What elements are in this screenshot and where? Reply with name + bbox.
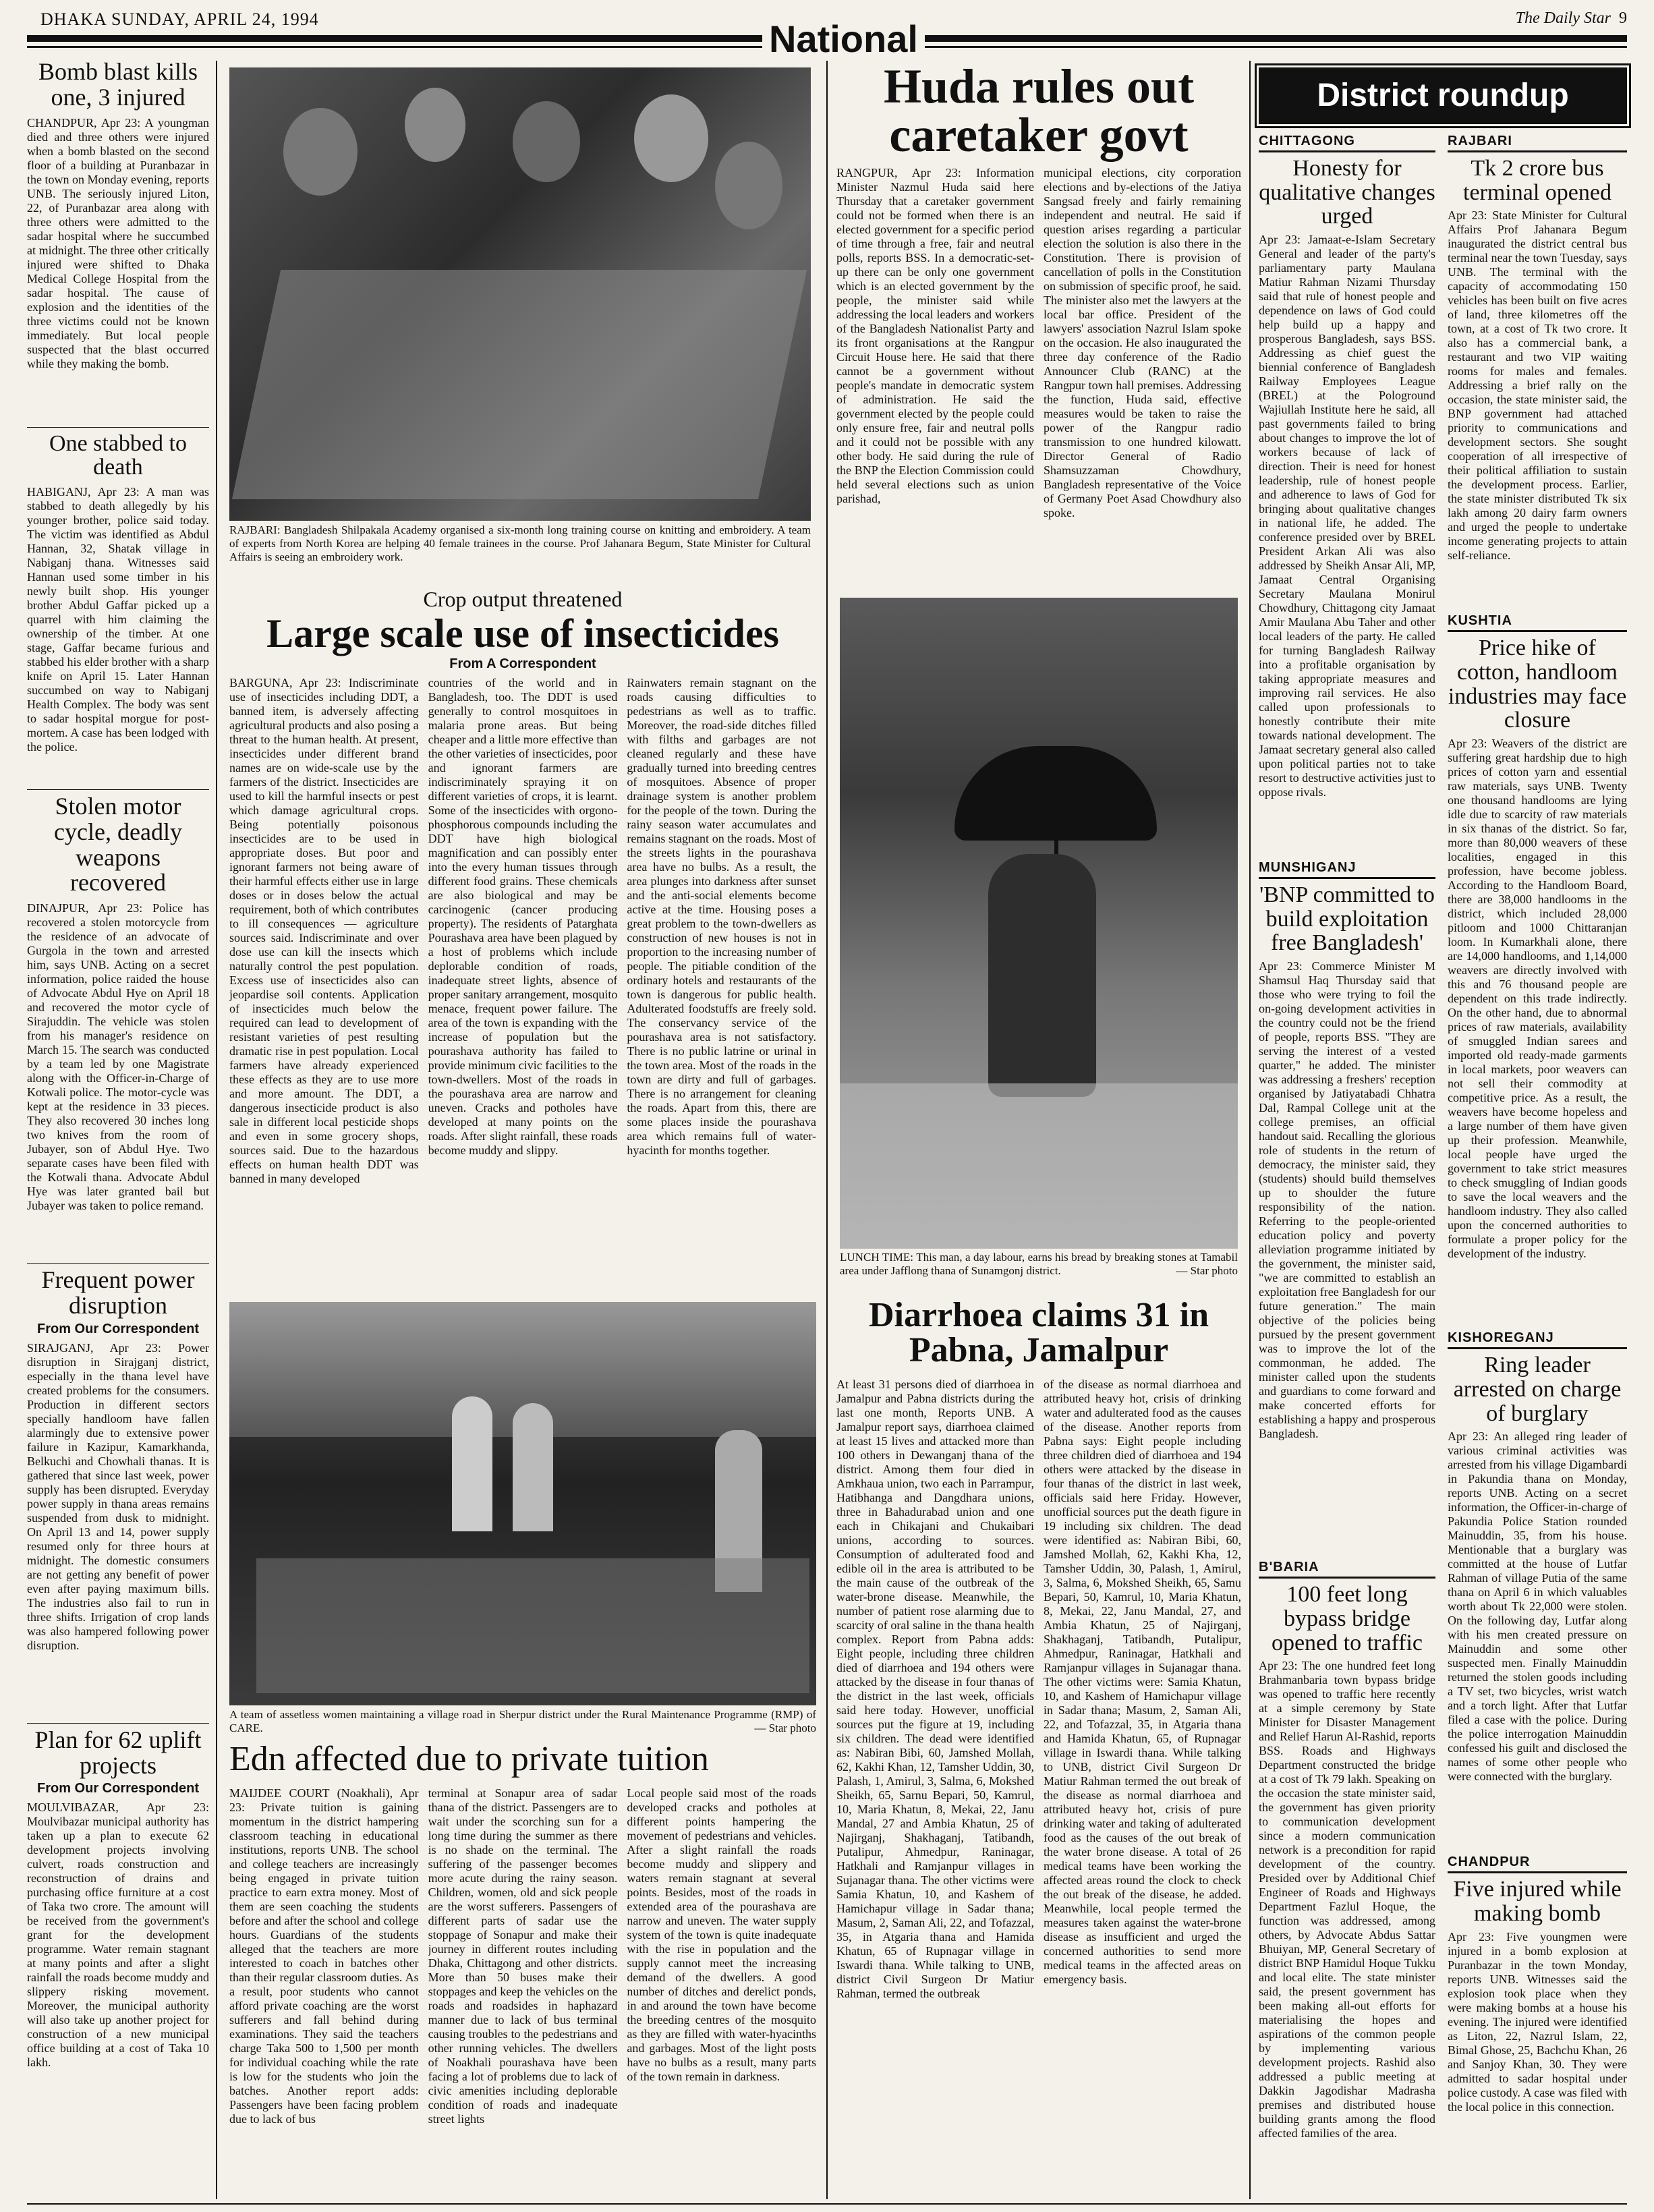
column-rule (216, 61, 217, 2199)
ctg-body: Apr 23: Jamaat-e-Islam Secretary General and leader of the party's parliamentary party Maulana Matiur Rahman Nizami Thursday said that rule of honest people and dependence on laws of God could help build up a happy and prosperous Bangladesh, says BSS. Addressing as chief guest the biennial conference of Bangladesh Railway Employees League (BREL) at the Pologround Wajiullah Institute here he said, all past governments failed to bring about changes to improve the lot of workers because of lack of direction. Their is need for honest leadership, rule of honest people and adherence to laws of God for bringing about qualitative changes in national life, he added. The conference presided over by BREL President Arkan Ali was also addressed by Sheikh Ansar Ali, MP, Jamaat Central Organising Secretary Maulana Monirul Chowdhury, Chittagong city Jamaat Amir Maulana Abu Taher and other local leaders of the party. He called for turning Bangladesh Railway into a profitable organisation by taking appropriate measures and improving rail services. He also called upon professionals to honestly contribute their mite towards national development. The Jamaat secretary general also called upon political parties not to take resort to destructive activities just to oppose rivals. (1259, 233, 1435, 799)
photo2-caption-text: A team of assetless women maintaining a village road in Sherpur district under the Rural Maintenance Programme (RMP) of CARE. (229, 1708, 816, 1734)
huda-col1: RANGPUR, Apr 23: Information Minister Nazmul Huda said here Thursday that a caretaker government could not be formed when there is an elected government for a specific period of time through a free, fair and neutral polls, reports BSS. In a democratic-set-up there can be only one government which is an elected government by the people, the minister said while addressing the local leaders and workers of the Bangladesh Nationalist Party and its front organisations at the Rangpur Circuit House here. He said that there cannot be a government without people's mandate in democratic system of administration. He said the government elected by the people could only ensure free, fair and neutral polls and it could not be possible with any other body. He said during the rule of the BNP the Election Commission could held several elections such as union parishad, (836, 166, 1034, 505)
photo2-caption (229, 1708, 816, 1738)
photo1-caption: RAJBARI: Bangladesh Shilpakala Academy organised a six-month long training course on knitting and embroidery. A team of experts from North Korea are helping 40 female trainees in the course. Prof Jahanara Begum, State Minister for Cultural Affairs is seeing an embroidery work. (229, 523, 811, 563)
power-byline: From Our Correspondent (36, 1321, 199, 1336)
edn-col1: MAIJDEE COURT (Noakhali), Apr 23: Private tuition is gaining momentum in the district hampering classroom teaching in educational institutions, reports UNB. The school and college teachers are increasingly being engaged in private tuition practice to earn extra money. Most of them are seen coaching the students before and after the school and college hours. Guardians of the students alleged that the teachers are more interested to coach in batches other than their regular classroom duties. As a result, poor students who cannot afford private coaching are the worst sufferers and fall behind during examinations. They said the teachers charge Taka 500 to 1,500 per month for individual coaching while the rate is low for the students who join the batches. Another report adds: Passengers have been facing problem due to lack of bus (229, 1786, 419, 2126)
kishoreganj-body: Apr 23: An alleged ring leader of various criminal activities was arrested from his village Digambardi in Pakundia thana on Monday, reports UNB. Acting on a secret information, the Officer-in-charge of Pakundia Police Station rounded Mainuddin, 35, from his house. Mentionable that a burglary was committed at the house of Lutfar Rahman of village Putia of the same thana on April 6 in which valuables worth about Tk 22,000 were stolen. On the following day, Lutfar along with his men created pressure on Mainuddin and some other suspected men. Finally Mainuddin returned the stolen goods including a TV set, two bicycles, wrist watch and a torch light. After that Lutfar filed a case with the police. During the police interrogation Mainuddin confessed his guilt and disclosed the names of some other people who were connected with the burglary. (1448, 1429, 1627, 1784)
crop-col2: countries of the world and in Bangladesh, too. The DDT is used generally to control mosquitoes in malaria prone areas. But being cheaper and a little more effective than the other varieties of insecticides, poor and ignorant farmers are indiscriminately spraying it on different varieties of crops, it is learnt. Some of the insecticides with orgono-phosphorous compounds including the DDT have high biological magnification and can possibly enter into the every human tissues through different food grains. These chemicals are also biological and may be carcinogenic (cancer producing property). The residents of Patarghata Pourashava area have been plagued by a host of problems which include deplorable condition of roads, inadequate street lights, absence of proper sanitary arrangement, mosquito menace, frequent power failure. The area of the town is expanding with the increase of population but the pourashava authority has failed to provide minimum civic facilities to the town-dwellers. Most of the roads in the pourashava area are narrow and uneven. Cracks and potholes have developed at many points on the roads. After slight rainfall, these roads become muddy and slippy. (428, 676, 618, 1157)
edn-headline: Edn affected due to private tuition (229, 1742, 709, 1778)
diarrhoea-story (836, 1298, 1241, 2202)
plan-headline: Plan for 62 uplift projects (34, 1726, 202, 1779)
plan-body: MOULVIBAZAR, Apr 23: Moulvibazar municipal authority has taken up a plan to execute 62 development projects involving culvert, roads construction and reconstruction of drains and purchasing office furniture at a cost of Taka two crore. The amount will be received from the government's grant for the development programme. Water remain stagnant at many points and after a slight rainfall the roads become muddy and slippery risking movement. Moreover, the municipal authority will also take up another project for construction of a new municipal office building at a cost of Taka 10 lakh. (27, 1800, 209, 2070)
tag-chittagong: CHITTAGONG (1259, 134, 1435, 152)
photo2-credit: — Star photo (754, 1722, 816, 1734)
stabbed-body: HABIGANJ, Apr 23: A man was stabbed to death allegedly by his younger brother, police said today. The victim was identified as Abdul Hannan, 32, Shatak village in Nabiganj thana. Witnesses said Hannan used some timber in his newly built shop. His younger brother Abdul Gaffar picked up a quarrel with him claiming the ownership of the timber. At one stage, Gaffar became furious and stabbed his elder brother with a sharp knife on April 15. Later Hannan succumbed on way to Nabiganj Health Complex. The body was sent to sadar hospital morgue for post-mortem. A case has been lodged with the police. (27, 484, 209, 754)
kishoreganj-headline: Ring leader arrested on charge of burglary (1453, 1353, 1622, 1426)
photo3-caption-text: LUNCH TIME: This man, a day labour, earns his bread by breaking stones at Tamabil area under Jafflong thana of Sunamgonj district. (840, 1251, 1238, 1277)
munshiganj-headline: 'BNP committed to build exploitation free Bangladesh' (1259, 882, 1435, 956)
masthead (0, 0, 1654, 62)
huda-col2: municipal elections, city corporation elections and by-elections of the Jatiya Sangsad freely and fairly remaining independent and neutral. He said if question arises regarding a particular election the solution is also there in the Constitution. There is provision of cancellation of polls in the Constitution on submission of specific proof, he said. The minister also met the lawyers at the local bar office. President of the lawyers' association Nazrul Islam spoke on the occasion. He also inaugurated the three day conference of the Radio Announcer Club (RANC) at the Rangpur town hall premises. Addressing the function, Huda said, effective measures would be taken to raise the power of the Rangpur radio transmission to one hundred kilowatt. Director General of Radio Shamsuzzaman Chowdhury, Bangladesh representative of the Voice of Germany Poet Asad Chowdhury also spoke. (1044, 166, 1241, 519)
photo3-credit: — Star photo (1176, 1264, 1238, 1277)
photo-women-road-maintenance (229, 1302, 816, 1705)
masthead-thin-rule-right (917, 46, 1627, 48)
divider (27, 1723, 209, 1724)
diarrhoea-col1: At least 31 persons died of diarrhoea in Jamalpur and Pabna districts during the last one month, Reports UNB. A Jamalpur report says, diarrhoea claimed at least 15 lives and attacked more than 100 others in Dewanganj thana of the district. Among them four died in Amkhaua union, two each in Parrampur, Hatibhanga and Dangdhara unions, three in Bahadurabad union and one each in Chikajani and Chukaibari unions, according to sources. Consumption of adulterated food and edible oil in the area is attributed to be the main cause of the outbreak of the water-brone disease. Meanwhile, the number of patient rose alarming due to scarcity of oral saline in the thana health complex. Report from Pabna adds: Eight people, including three children died of diarrhoea and 194 others were attacked by the disease in four thanas of the district in the last week, officials said here today. However, unofficial sources put the figure at 19, including six children. The dead were identified as: Nabiran Bibi, 60, Jamshed Mollah, 62, Kakhi Khan, 12, Tamsher Uddin, 30, Palash, 1, Amirul, 3, Salma, 6, Mokshed Sheikh, 65, Sarnu Bepari, 50, Kamrul, 10, Maria Khatun, 8, Mekai, 22, Janu Mandal, 27 and Ambia Khatun, 25 of Najirganj, Shakhaganj, Tatibandh, Putalipur, Ahmedpur, Raninagar, Hatkhali and Ramjanpur villages in Sujanagar thana. The other victims were Samia Khatun, 10, and Kashem of Hamichapur village in Sadar thana; Masum, 2, Saman Ali, 22, and Tofazzal, 35, in Atgaria thana and Hamida Khatun, 65 of Rupnagar village in Iswardi thana. While talking to UNB, district Civil Surgeon Dr Matiur Rahman, termed the outbreak (836, 1378, 1034, 2000)
photo-embroidery-training (229, 67, 811, 521)
section-title: National (762, 20, 925, 58)
photo3-caption (840, 1251, 1238, 1294)
tag-kishoreganj: KISHOREGANJ (1448, 1330, 1627, 1349)
dateline: DHAKA SUNDAY, APRIL 24, 1994 (40, 9, 319, 29)
tag-kushtia: KUSHTIA (1448, 613, 1627, 632)
district-col-b (1448, 134, 1627, 2202)
paper-name-block (1516, 9, 1627, 28)
diarrhoea-col2: of the disease as normal diarrhoea and attributed heavy hot, crisis of drinking water and adulterated food as the causes of the disease. Another reports from Pabna says: Eight people including three children died of diarrhoea and 194 others were attacked by the disease in four thanas of the district in last week, officials said here Friday. However, unofficial sources put the death figure in 19 including six children. The dead were identified as: Nabiran Bibi, 60, Jamshed Mollah, 62, Kakhi Kha, 12, Tamsher Uddin, 30, Palash, 1, Amirul, 3, Salma, 6, Mokshed Sheikh, 65, Samu Bepari, 50, Kamrul, 10, Maria Khatun, 8, Mekai, 22, Janu Mandal, 27, and Ambia Khatun, 25 of Najirganj, Shakhaganj, Tatibandh, Putalipur, Ahmedpur, Raninagar, Hatkhali and Ramjanpur villages in Sujanagar thana. The other victims were: Samia Khatun, 10, and Kashem of Hamichapur village in Sadar thana; Masum, 2, Saman Ali, 22, and Tofazzal, 35, in Atgaria thana and Hamida Khatun, 65, of Rupnagar village in Iswardi thana. While talking to UNB, district Civil Surgeon Dr Matiur Rahman termed the out break of the disease as normal diarrhoea and attributed heavy hot, crisis of pure drinking water and taking of adulterated food as the causes of the out break of the water brone disease. A total of 26 medical teams have been working the affected areas round the clock to check the out break of the disease, he added. Meanwhile, local people termed the measures taken against the water-brone disease as insufficient and urged the concerned authorities to send more medical teams in the affected areas on emergency basis. (1044, 1378, 1241, 1986)
rajbari-body: Apr 23: State Minister for Cultural Affairs Prof Jahanara Begum inaugurated the district central bus terminal near the town Tuesday, says UNB. The terminal with the capacity of accommodating 150 vehicles has been built on five acres of land, three kilometres off the town, at a cost of Tk two crore. It also has a commercial bank, a restaurant and two VIP waiting rooms for males and females. Addressing a brief rally on the occasion, the state minister said, the BNP government had attached priority to communications and development sectors. She sought cooperation of all irrespective of their political affiliation to sustain the development process. Earlier, the state minister distributed Tk six lakh among 20 dairy farm owners and urged the people to undertake income generating projects to attain self-reliance. (1448, 208, 1627, 563)
left-column (27, 57, 209, 2202)
masthead-thin-rule-left (27, 46, 762, 48)
motor-headline: Stolen motor cycle, deadly weapons recovered (54, 792, 182, 897)
paper-name: The Daily Star (1515, 9, 1611, 27)
tag-rajbari: RAJBARI (1448, 134, 1627, 152)
motor-body: DINAJPUR, Apr 23: Police has recovered a stolen motorcycle from the residence of an advocate of Gurgola in the town and arrested him, says UNB. Acting on a secret information, police raided the house of Advocate Abdul Hye on April 18 and recovered the motor cycle of Sirajuddin. The vehicle was stolen from his manager's residence on March 15. The search was conducted by a team led by one Magistrate along with the Officer-in-Charge of Kotwali police. The motor-cycle was kept at the residence in 33 pieces. They also recovered 30 inches long two knives from the room of Jubayer, son of Abdul Hye. Two separate cases have been filed with the Kotwali thana. Advocate Abdul Hye was later granted bail but Jubayer was taken to police remand. (27, 901, 209, 1213)
district-col-a (1259, 134, 1435, 2202)
crop-byline: From A Correspondent (449, 656, 596, 671)
power-headline: Frequent power disruption (41, 1266, 195, 1319)
crop-col3: Rainwaters remain stagnant on the roads causing difficulties to pedestrians as well as to traffic. Moreover, the road-side ditches filled with filths and garbages are not cleaned regularly and these have gradually turned into breeding centres of mosquitoes. Absence of proper drainage system is another problem for the people of the town. During the rainy season water accumulates and remains stagnant on the roads. Most of the streets lights in the pourashava area have no bulbs. As a result, the area plunges into darkness after sunset and the anti-social elements become active at the time. Housing poses a great problem to the town-dwellers as construction of new houses is not in proportion to the increasing number of people. The pitiable condition of the ordinary hotels and restaurants of the town is dangerous for public health. Adulterated foodstuffs are freely sold. The conservancy service of the pourashava area is not satisfactory. There is no public latrine or urinal in the town area. Most of the roads in the town are dirty and full of garbages. There is no arrangement for cleaning the roads. Apart from this, there are some places inside the pourashava area which remains full of water-hyacinth for months together. (627, 676, 816, 1157)
kushtia-body: Apr 23: Weavers of the district are suffering great hardship due to high prices of cotton yarn and essential raw materials, says UNB. Twenty one thousand handlooms are lying idle due to scarcity of raw materials in six thanas of the district. So far, more than 80,000 weavers of these localities, engaged in this profession, have become jobless. According to the Handloom Board, there are 38,000 handlooms in the district, which included 28,000 pitloom and 1000 Chittaranjan loom. In Kumarkhali alone, there are 14,000 handlooms, and 1,14,000 weavers are directly involved with this and 76 thousand people are dependent on this trade indirectly. On the other hand, due to abnormal prices of raw materials, availability of smuggled Indian sarees and imported old ready-made garments in local markets, poor weavers can not sell their commodity at competitive price. As a result, the weavers have become hopeless and a large number of them have given up their profession. Meanwhile, local people have urged the government to take strict measures to check smuggling of Indian goods to save the local weavers and the handloom industry. They also called upon the concerned authorities to formulate a proper policy for the development of the industry. (1448, 737, 1627, 1261)
munshiganj-body: Apr 23: Commerce Minister M Shamsul Haq Thursday said that those who were trying to foil the on-going development activities in the country could not be the friend of people, reports BSS. "They are serving the interest of a vested quarter," he added. The minister was addressing a freshers' reception organised by Jatiyatabadi Chhatra Dal, Rampal College unit at the college premises, an official handout said. Recalling the glorious role of students in the return of democracy, the minister said, they (students) should build themselves up to shoulder the future responsibility of the nation. Referring to the people-oriented education policy and poverty alleviation programme initiated by the government, the minister said, "we are committed to establish an exploitation free Bangladesh for our future generation." The main objective of the policies being pursued by the present government was to improve the lot of the commonman, he added. The minister called upon the students and guardians to come forward and make concerted efforts for establishing a happy and prosperous Bangladesh. (1259, 959, 1435, 1441)
stabbed-headline: One stabbed to death (49, 430, 187, 480)
chandpur-headline: Five injured while making bomb (1453, 1877, 1622, 1926)
divider (27, 427, 209, 428)
edn-col3: Local people said most of the roads developed cracks and potholes at different points hampering the movement of pedestrians and vehicles. After a slight rainfall the roads become muddy and slippery and waters remain stagnant at several points. Besides, most of the roads in extended area of the pourashava are narrow and uneven. The water supply system of the town is quite inadequate with the rise in population and the supply cannot meet the increasing demand of the dwellers. A good number of ditches and derelict ponds, in and around the town have become the breeding centres of the mosquito as they are filled with water-hyacinths and garbages. Most of the light posts have no bulbs as a result, many parts of the town remain in darkness. (627, 1786, 816, 2083)
edn-story (229, 1742, 816, 2201)
divider (27, 789, 209, 790)
huda-story (836, 62, 1241, 588)
crop-col1: BARGUNA, Apr 23: Indiscriminate use of insecticides including DDT, a banned item, is adversely affecting agricultural products and also posing a threat to the human health. At present, insecticides under different brand names are on wide-scale use by the farmers of the district. Insecticides are used to kill the harmful insects or pest which damage agricultural crops. Being potentially poisonous insecticides are to be used in appropriate doses. But poor and ignorant farmers not being aware of their harmful effects either use in large doses or in doses below the actual requirement, both of which contributes to ill consequences — agriculture sources said. Indiscriminate and over dose use can kill the insects which naturally control the pest population. Excess use of insecticides also can jeopardise soil contents. Application of insecticides much below the required can lead to development of resistant varieties of pest resulting dramatic rise in pest population. Local farmers have already experienced these effects as they are to use more and more amount. The DDT, a dangerous insecticide product is also sale in different local pesticide shops and even in some grocery shops, sources said. Due to the hazardous effects on human health DDT was banned in many developed (229, 676, 419, 1185)
ctg-headline: Honesty for qualitative changes urged (1259, 156, 1435, 229)
bbaria-headline: 100 feet long bypass bridge opened to traffic (1271, 1582, 1423, 1655)
column-rule (826, 61, 828, 2199)
crop-story (229, 587, 816, 1295)
tag-munshiganj: MUNSHIGANJ (1259, 860, 1435, 879)
page-number: 9 (1619, 9, 1627, 27)
bomb-body: CHANDPUR, Apr 23: A youngman died and three others were injured when a bomb blasted on the second floor of a building at Puranbazar in the town on Monday evening, reports UNB. The seriously injured Liton, 22, of Puranbazar area along with three others were admitted to the sadar hospital where he succumbed at midnight. The three other critically injured were shifted to Dhaka Medical College Hospital from the sadar hospital. The cause of explosion and the identities of the three victims could not be known immediately. But local people suspected that the blast occurred while they making the bomb. (27, 115, 209, 370)
bottom-rule (27, 2203, 1627, 2205)
rajbari-headline: Tk 2 crore bus terminal opened (1463, 156, 1612, 205)
bbaria-body: Apr 23: The one hundred feet long Brahmanbaria town bypass bridge was opened to traffic here recently at a simple ceremony by State Minister for Disaster Management and Relief Harun Al-Rashid, reports BSS. Roads and Highways Department constructed the bridge at a cost of Tk 79 lakh. Speaking on the occasion the state minister said, the government has given priority to communication development since a modern communication network is a precondition for rapid development of the country. Presided over by Additional Chief Engineer of Roads and Highways Department Fazlul Hoque, the function was addressed, among others, by Advocate Abdus Sattar Bhuiyan, MP, General Secretary of district BNP Hamidul Hoque Tukku and local elite. The state minister said, the present government has been making all-out efforts for materialising the hopes and aspirations of the common people by implementing various development projects. Rashid also addressed a public meeting at Dakkin Jagodishar Madrasha premises and distributed house building grants among the flood affected families of the area. (1259, 1659, 1435, 2140)
tag-chandpur: CHANDPUR (1448, 1854, 1627, 1873)
plan-byline: From Our Correspondent (36, 1781, 199, 1796)
photo-stone-breaker (840, 598, 1238, 1249)
divider (27, 1263, 209, 1264)
column-rule (1249, 61, 1251, 2199)
kushtia-headline: Price hike of cotton, handloom industries may face closure (1448, 635, 1627, 733)
power-body: SIRAJGANJ, Apr 23: Power disruption in Sirajganj district, especially in the thana level have created problems for the consumers. Production in different sectors specially handloom have fallen alarmingly due to extensive power failure in Kazipur, Kamarkhanda, Belkuchi and Chowhali thanas. It is gathered that since last week, power supply has been disrupted. Everyday power supply in thana areas remains suspended from dusk to midnight. On April 13 and 14, power supply resumed only for three hours at midnight. The domestic consumers are not getting any benefit of power even after paying maximum bills. The industries also fail to run in three shifts. Irrigation of crop lands was also hampered following power disruption. (27, 1340, 209, 1652)
crop-kicker: Crop output threatened (423, 587, 623, 611)
edn-col2: terminal at Sonapur area of sadar thana of the district. Passengers are to wait under the scorching sun for a long time during the summer as there is no shade on the terminal. The suffering of the passenger becomes more acute during the rainy season. Children, women, old and sick people are the worst sufferers. Passengers of different parts of sadar use the stoppage of Sonapur and make their journey in different routes including Dhaka, Chittagong and other districts. More than 50 buses make their stoppages and keep the vehicles on the roads and roadsides in haphazard manner due to lack of bus terminal causing troubles to the pedestrians and other running vehicles. The dwellers of Noakhali pourashava have been facing a lot of problems due to lack of civic amenities including deplorable condition of roads and inadequate street lights (428, 1786, 618, 2126)
bomb-headline: Bomb blast kills one, 3 injured (38, 58, 198, 111)
district-roundup-banner (1259, 67, 1627, 124)
tag-bbaria: B'BARIA (1259, 1560, 1435, 1579)
district-roundup-title: District roundup (1317, 78, 1569, 113)
chandpur-body: Apr 23: Five youngmen were injured in a bomb explosion at Puranbazar in the town Monday, reports UNB. Witnesses said the explosion took place when they were making bombs at a house his evening. The injured were identified as Liton, 22, Nazrul Islam, 22, Bimal Ghose, 25, Bachchu Khan, 26 and Sanjoy Khan, 30. They were admitted to sadar hospital under police custody. A case was filed with the local police in this connection. (1448, 1929, 1627, 2114)
crop-headline: Large scale use of insecticides (266, 611, 779, 656)
huda-headline: Huda rules out caretaker govt (883, 62, 1195, 162)
diarrhoea-headline: Diarrhoea claims 31 in Pabna, Jamalpur (868, 1298, 1209, 1369)
